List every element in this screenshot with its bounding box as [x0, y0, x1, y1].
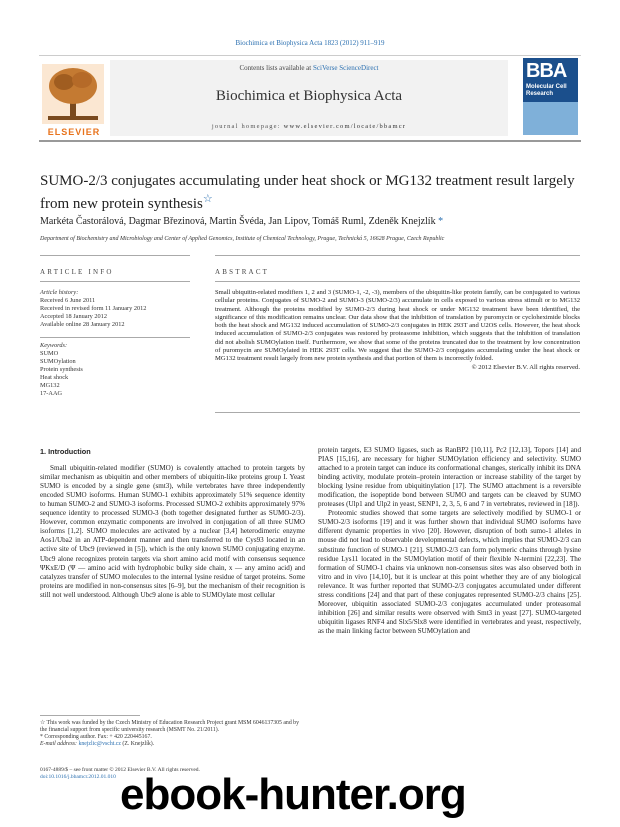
divider — [40, 337, 190, 338]
abstract-body — [215, 289, 580, 372]
watermark: ebook-hunter.org — [120, 770, 466, 819]
divider — [215, 255, 580, 256]
journal-homepage — [110, 123, 508, 130]
history-item: Available online 28 January 2012 — [40, 321, 125, 328]
journal-citation[interactable]: Biochimica et Biophysica Acta 1823 (2012) 911–919 — [235, 39, 385, 47]
email-footnote — [40, 741, 305, 748]
right-column — [318, 446, 581, 636]
keyword: 17-AAG — [40, 390, 63, 397]
elsevier-tree-logo — [42, 64, 104, 124]
abstract-heading: ABSTRACT — [215, 268, 270, 276]
issn-line: 0167-4889/$ – see front matter © 2012 Elsevier B.V. All rights reserved. — [40, 767, 200, 773]
cover-subtitle: Molecular Cell Research — [526, 84, 567, 97]
keyword: Protein synthesis — [40, 366, 83, 373]
keyword: MG132 — [40, 382, 60, 389]
history-item: Received 6 June 2011 — [40, 297, 96, 304]
divider — [40, 281, 190, 282]
intro-paragraph: Small ubiquitin-related modifier (SUMO) is covalently attached to protein targets by similar mechanism as ubiquitin and other members of ubiquitin-like proteins group I. Yeast SUMO is encoded by a single gene (smt3), while vertebrates have three independently encoded SUMO isoforms. Human SUMO-1 exhibits approximately 51% sequence identity to human SUMO-2 and SUMO-3 isoforms. Processed SUMO-2 exhibits approximately 97% sequence identity to processed SUMO-3 (both together designated further as SUMO-2/3). However, common enzymatic components are involved in conjugation of all three SUMO isoforms [1,2]. SUMO molecules are activated by a nuclear [3,4] heterodimeric enzyme Aos1/Uba2 in an ATP-dependent manner and then transferred to the Cys93 located in an active site of Ubc9 (reviewed in [5]), which is the only known SUMO conjugating enzyme. Ubc9 alone recognizes protein targets via short amino acid motif with consensus sequence ΨKxE/D (Ψ — amino acid with hydrophobic bulky side chain, x — any amino acid) and catalyzes transfer of SUMO molecules to the internal lysine residue of target proteins. Some proteins are modified in non-consensus sites [6–9], but the mechanism of their recognition is still not well understood. Although Ubc9 alone is able to SUMOylate most cellular — [40, 464, 305, 599]
sciverse-link[interactable]: SciVerse ScienceDirect — [313, 64, 379, 72]
corresponding-footnote: * Corresponding author. Fax: + 420 220445167. — [40, 734, 152, 740]
author-list — [40, 216, 580, 227]
affiliation: Department of Biochemistry and Microbiology and Center of Applied Genomics, Institute of Chemical Technology, Prague, Technická 5, 16628 Prague, Czech Republic — [40, 236, 445, 242]
keyword: SUMO — [40, 350, 59, 357]
article-title — [40, 172, 580, 213]
email-suffix: (Z. Knejzlík). — [120, 741, 155, 747]
email-link[interactable]: knejzlic@vscht.cz — [78, 741, 121, 747]
history-item: Accepted 18 January 2012 — [40, 313, 107, 320]
author-names: Markéta Častorálová, Dagmar Březinová, Martin Švéda, Jan Lipov, Tomáš Ruml, Zdeněk Knejzlík — [40, 216, 436, 227]
cover-title: BBA — [526, 60, 567, 82]
keyword: Heat shock — [40, 374, 69, 381]
email-label: E-mail address: — [40, 741, 79, 747]
article-info — [40, 289, 190, 398]
homepage-prefix: journal homepage: — [211, 123, 284, 130]
doi-link[interactable]: doi:10.1016/j.bbamcr.2012.01.010 — [40, 774, 116, 780]
article-title-text: SUMO-2/3 conjugates accumulating under heat shock or MG132 treatment result largely from new protein synthesis — [40, 173, 575, 212]
article-info-heading: ARTICLE INFO — [40, 268, 114, 276]
history-label: Article history: — [40, 289, 79, 296]
footnote-divider — [40, 715, 140, 716]
history-item: Received in revised form 11 January 2012 — [40, 305, 147, 312]
left-column — [40, 447, 305, 600]
contents-line — [110, 64, 508, 72]
intro-paragraph: Proteomic studies showed that some targets are selectively modified by SUMO-1 or SUMO-2/3 isoforms [19] and it was further shown that individual SUMO isoforms have different dynamic properties in vivo [20]. However, disruption of both sumo-1 alleles in mouse did not lead to observable developmental defects, which implies that SUMO-2/3 can substitute function of SUMO-1 [21]. SUMO-2/3 can form polymeric chains through lysine residue Lys11 located in the SUMOylation motif of their flexible N-termini [22,23]. The formation of SUMO-1 chains via unknown non-consensus sites was also observed both in vitro and in vivo [14,10], but it is unclear at this point whether they are of any biological relevance. It was further reported that SUMO-2/3 conjugates accumulated under different stress conditions [24] and that part of these conjugates represented SUMO-2/3 chains [25]. Moreover, ubiquitin associated SUMO-2/3 conjugates accumulated under proteasomal inhibition [26] and similar results were observed with Smt3 in yeast [27]. SUMO-targeted ubiquitin ligases RNF4 and Slx5/Slx8 were identified in vertebrates and yeast, respectively, as the main linking factor between SUMOylation and — [318, 509, 581, 635]
section-heading: 1. Introduction — [40, 447, 91, 456]
footnotes — [40, 720, 305, 748]
keyword: SUMOylation — [40, 358, 76, 365]
abstract-text: Small ubiquitin-related modifiers 1, 2 and 3 (SUMO-1, -2, -3), members of the ubiquitin-like protein family, can be conjugated to various cellular proteins. Conjugates of SUMO-2 and SUMO-3 (SUMO-2/3) accumulate in cells exposed to various stress stimuli or to MG132 treatment. Although the proteins modified by SUMO-2/3 during heat shock or under MG132 treatment have been identified, the significance of this modification remains unclear. Our data show that the inhibition of translation by puromycin or cycloheximide blocks both the heat shock and MG132 induced accumulation of SUMO-2/3 conjugates in HEK 293T and U2OS cells. However, the heat shock induced accumulation of SUMO-2/3 conjugates was restored by proteasome inhibition, which suggests that the inhibition of translation did not abolish SUMOylation itself. Furthermore, we show that some of the proteins truncated due to the treatment by low concentration of puromycin are SUMOylated in HEK 293T cells. We suggest that the SUMO-2/3 conjugates accumulating under the heat shock or MG132 treatment result largely from new protein synthesis and that portion of them is incorrectly folded. — [215, 289, 580, 363]
cover-band — [523, 102, 578, 135]
contents-prefix: Contents lists available at — [239, 64, 313, 72]
homepage-link[interactable]: www.elsevier.com/locate/bbamcr — [283, 123, 407, 130]
keywords-label: Keywords: — [40, 342, 68, 349]
publisher-name: ELSEVIER — [47, 127, 101, 137]
corresponding-author-mark[interactable]: * — [438, 216, 444, 227]
copyright: © 2012 Elsevier B.V. All rights reserved. — [471, 363, 580, 371]
journal-title: Biochimica et Biophysica Acta — [215, 88, 403, 104]
journal-cover-thumbnail — [523, 58, 578, 135]
intro-paragraph: protein targets, E3 SUMO ligases, such as RanBP2 [10,11], Pc2 [12,13], Topors [14] and PIAS [15,16], are necessary for higher SUMOylation efficiency and selectivity. SUMO attached to a protein target can induce its conformational changes, sterically inhibit its DNA binding activity, modulate protein–protein interaction or increase stability of the target by blocking lysine residue from ubiquitinylation [17]. The SUMO attachment is a reversible modification, the isopeptide bond between SUMO and targets can be cleaved by SUMO proteases (Ulp1 and Ulp2 in yeast, SENP1, 2, 3, 5, 6 and 7 in vertebrates, reviewed in [18]). — [318, 446, 581, 509]
divider — [40, 255, 190, 256]
divider — [215, 412, 580, 413]
title-footnote-mark[interactable]: ☆ — [202, 193, 213, 205]
funding-footnote: ☆ This work was funded by the Czech Ministry of Education Research Project grant MSM 6046137305 and by the financial support from specific university research (MSMT No. 21/2011). — [40, 720, 299, 733]
divider — [215, 281, 580, 282]
